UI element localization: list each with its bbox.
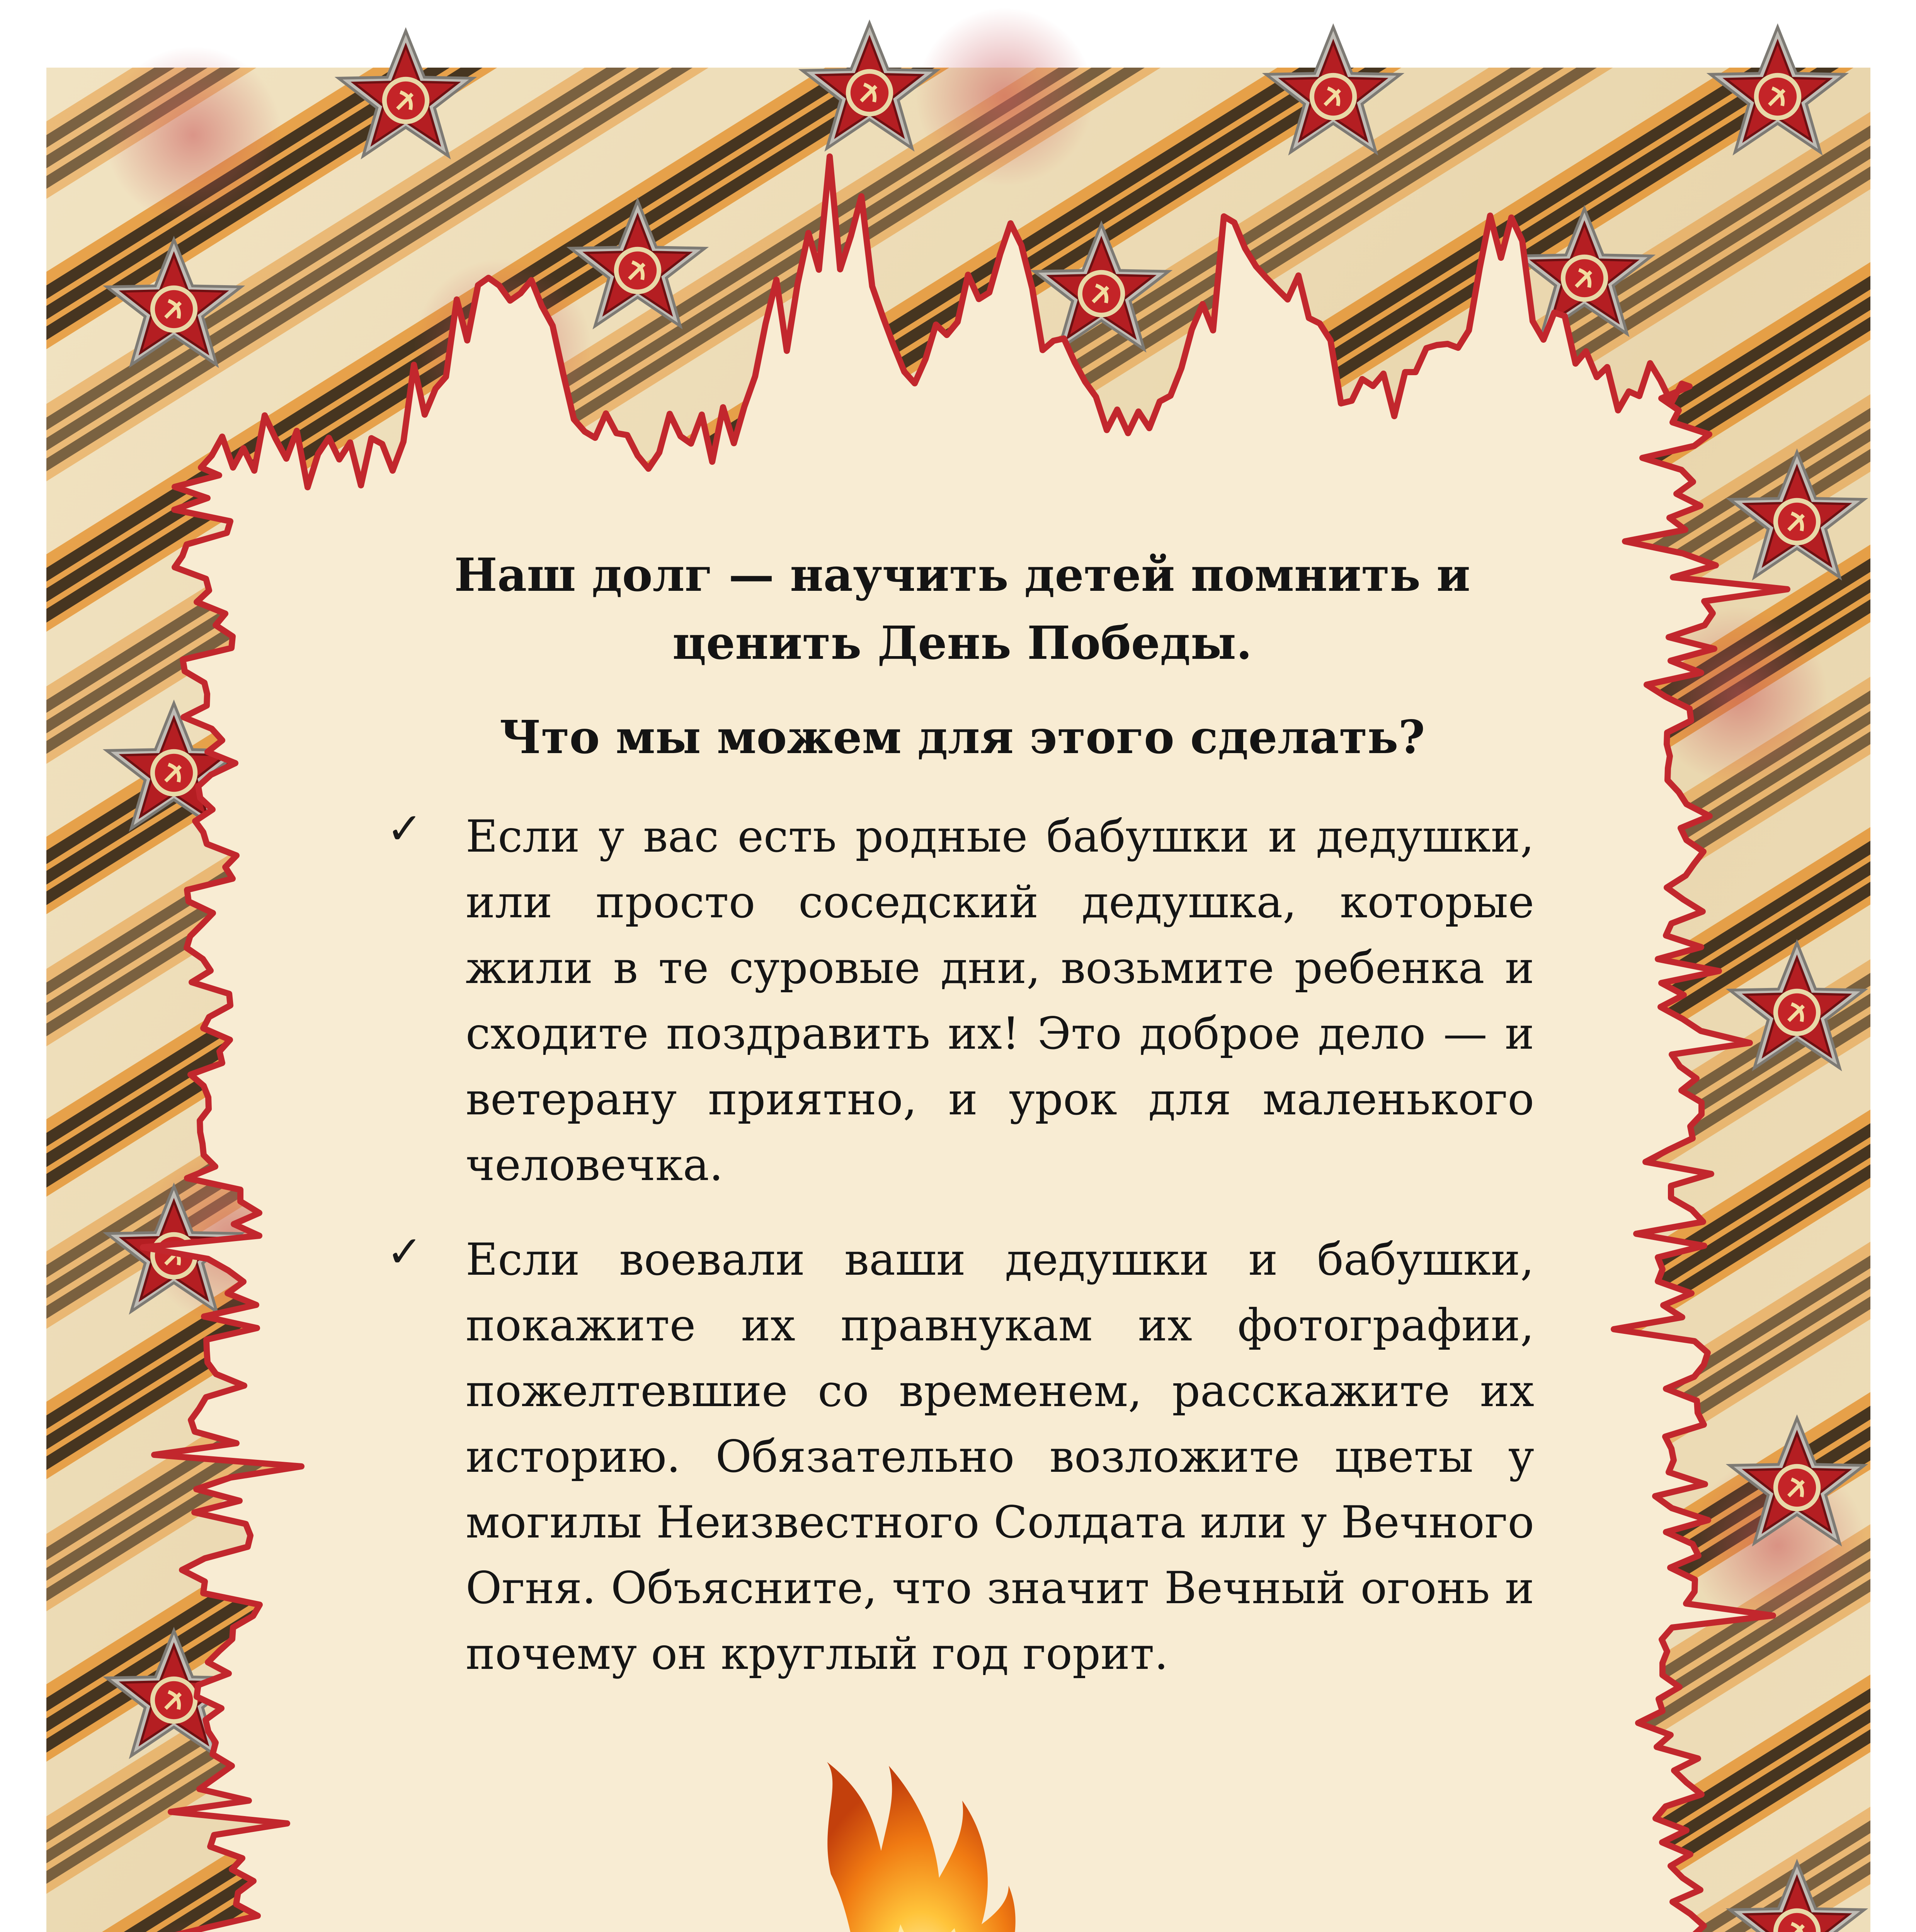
list-item-text: Если воевали ваши дедушки и бабушки, покажите их правнукам их фотографии, пожелтевшие со временем, расскажите их историю. Обязательно возложите цветы у могилы Неизвестного Солдата или у Вечного Огня. Объясните, что значит Вечный огонь и почему он круглый год горит. [466,1234,1534,1679]
list-item-text: Если у вас есть родные бабушки и дедушки, или просто соседский дедушка, которые жили в те суровые дни, возьмите ребенка и сходите поздравить их! Это доброе дело — и ветерану приятно, и урок для маленького человечка. [466,811,1534,1190]
subheading: Что мы можем для этого сделать? [499,710,1425,764]
heading-line-2: ценить День Победы. [672,616,1252,670]
heading-line-1: Наш долг — научить детей помнить и [454,548,1470,602]
checkmark-icon: ✓ [386,804,423,854]
checkmark-icon: ✓ [386,1227,423,1277]
